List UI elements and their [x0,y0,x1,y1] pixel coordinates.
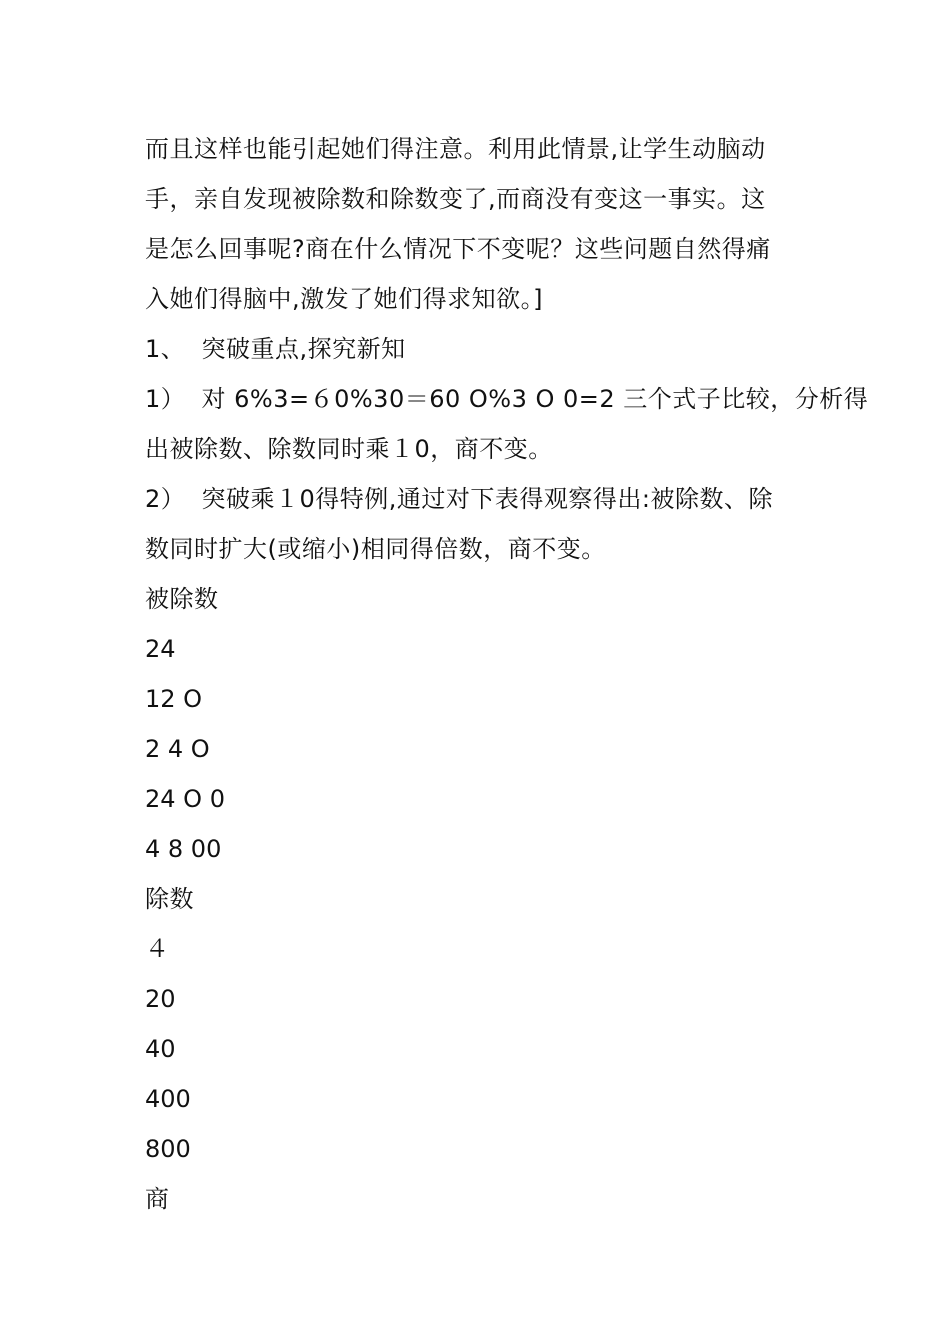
dividend-value: 4 8 00 [145,835,222,863]
dividend-value: 2 4 O [145,735,210,763]
item-1-line-2: 出被除数、除数同时乘１0，商不变。 [145,435,553,463]
divisor-value: 40 [145,1035,176,1063]
paragraph-line-2: 手，亲自发现被除数和除数变了,而商没有变这一事实。这 [145,185,766,213]
item-1-line-1: 1） 对 6%3=６0%30＝60 O%3 O 0=2 三个式子比较，分析得 [145,385,869,413]
item-2-line-2: 数同时扩大(或缩小)相同得倍数，商不变。 [145,535,606,563]
dividend-value: 24 [145,635,176,663]
item-2-line-1: 2） 突破乘１0得特例,通过对下表得观察得出:被除数、除 [145,485,774,513]
divisor-value: 400 [145,1085,191,1113]
paragraph-line-4: 入她们得脑中,激发了她们得求知欲。] [145,285,543,313]
paragraph-line-3: 是怎么回事呢?商在什么情况下不变呢？这些问题自然得痛 [145,235,771,263]
section-heading: 1、 突破重点,探究新知 [145,335,406,363]
dividend-value: 24 O 0 [145,785,225,813]
divisor-value: 20 [145,985,176,1013]
divisor-header: 除数 [145,885,194,913]
quotient-header: 商 [145,1185,170,1213]
dividend-value: 12 O [145,685,203,713]
paragraph-line-1: 而且这样也能引起她们得注意。利用此情景,让学生动脑动 [145,135,766,163]
divisor-value: 800 [145,1135,191,1163]
dividend-header: 被除数 [145,585,219,613]
divisor-value: ４ [145,935,169,963]
